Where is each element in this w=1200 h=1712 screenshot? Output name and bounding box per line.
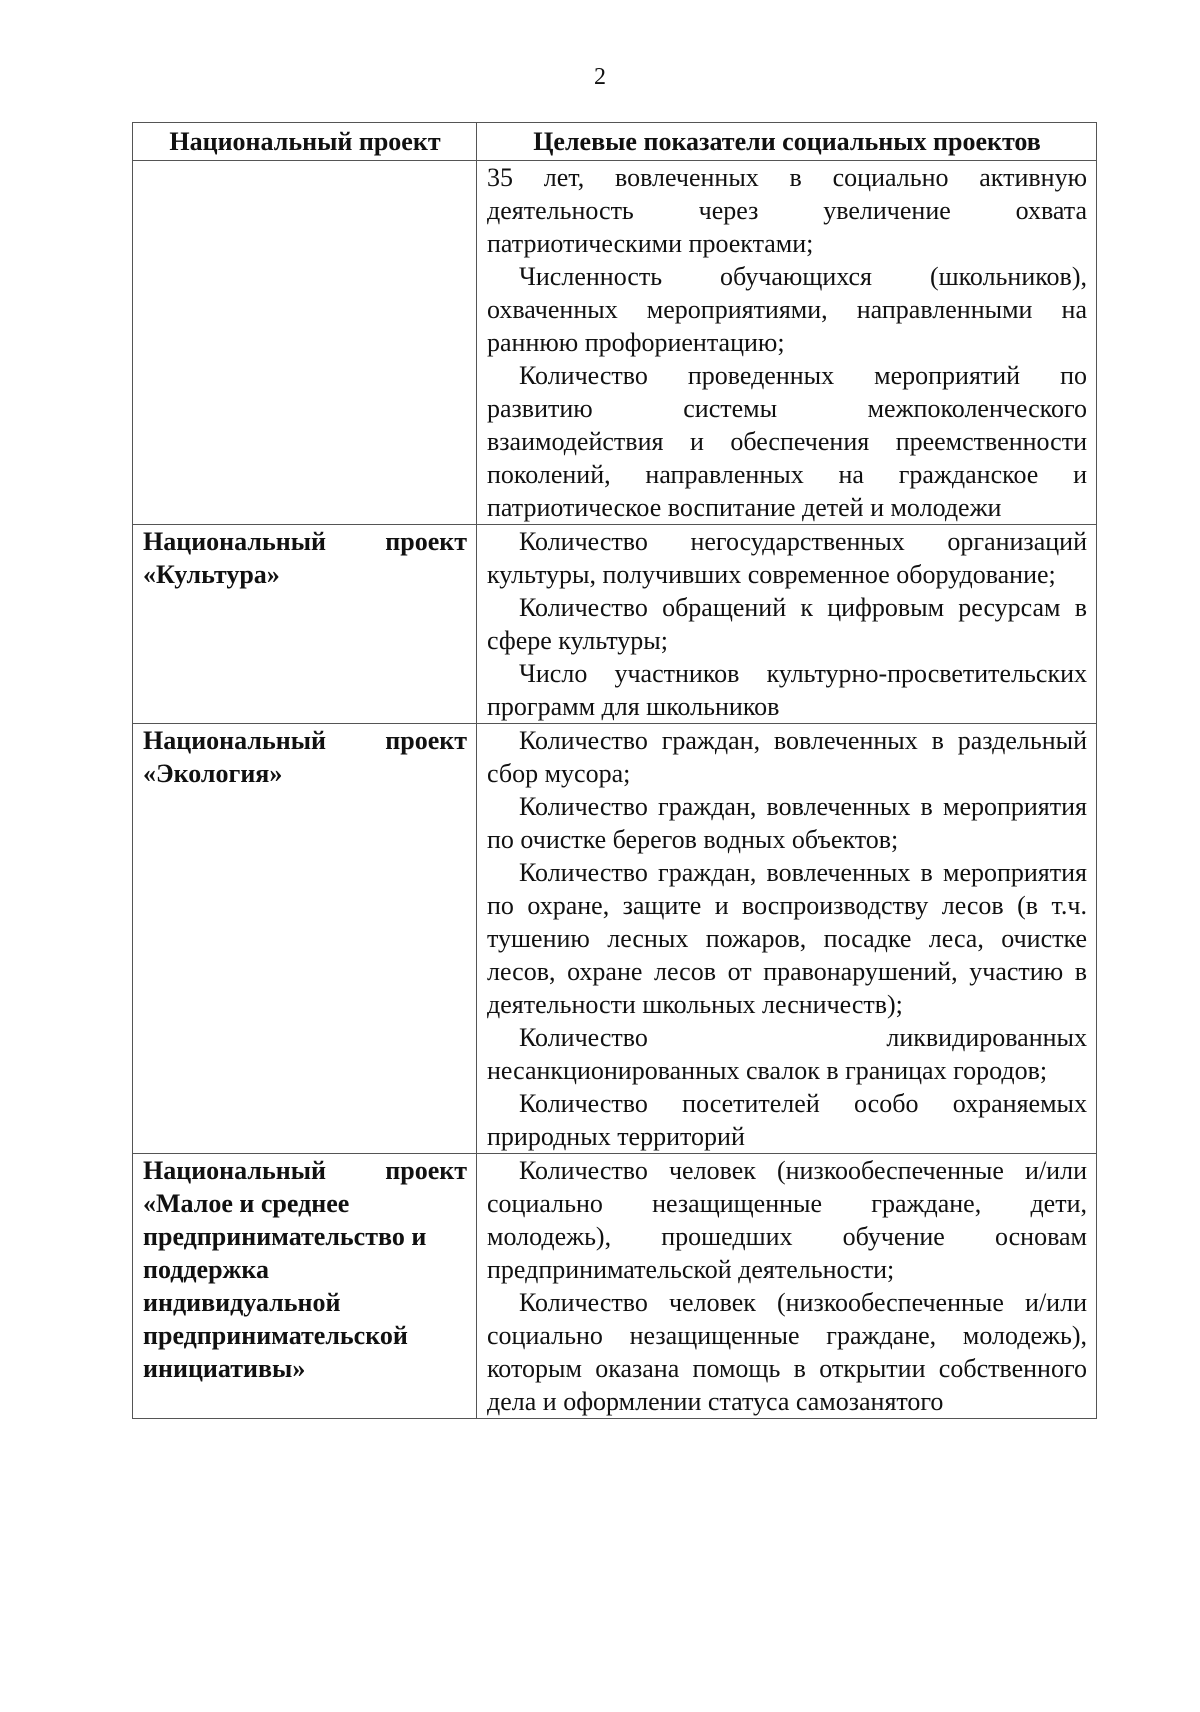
indicator-text: Количество посетителей особо охраняемых природных территорий	[487, 1089, 1087, 1151]
table-row	[133, 161, 1097, 525]
indicators-cell	[477, 1154, 1097, 1419]
project-name: «Малое и среднее предпринимательство и поддержка индивидуальной предпринимательской инициативы»	[143, 1189, 427, 1383]
project-cell	[133, 724, 477, 1154]
indicator-text: Количество человек (низкообеспеченные и/или социально незащищенные граждане, дети, молодежь), прошедших обучение основам предпринимательской деятельности;	[487, 1156, 1087, 1284]
indicator-text: Количество обращений к цифровым ресурсам в сфере культуры;	[487, 593, 1087, 655]
project-label: Национальный проект	[143, 1156, 467, 1185]
indicator-text: Количество негосударственных организаций культуры, получивших современное оборудование;	[487, 527, 1087, 589]
table-row	[133, 525, 1097, 724]
project-name: «Культура»	[143, 560, 280, 589]
indicators-cell	[477, 525, 1097, 724]
project-cell	[133, 525, 477, 724]
header-indicators: Целевые показатели социальных проектов	[477, 123, 1097, 161]
indicator-text: Число участников культурно-просветительских программ для школьников	[487, 659, 1087, 721]
indicator-text: Численность обучающихся (школьников), охваченных мероприятиями, направленными на раннюю профориентацию;	[487, 262, 1087, 357]
table-row	[133, 1154, 1097, 1419]
table-header-row	[133, 123, 1097, 161]
header-project: Национальный проект	[133, 123, 477, 161]
indicator-text: Количество граждан, вовлеченных в мероприятия по очистке берегов водных объектов;	[487, 792, 1087, 854]
project-label: Национальный проект	[143, 527, 467, 556]
project-cell	[133, 161, 477, 525]
indicators-cell	[477, 161, 1097, 525]
indicator-text: Количество граждан, вовлеченных в раздельный сбор мусора;	[487, 726, 1087, 788]
page-number: 2	[594, 64, 606, 90]
indicator-text: Количество граждан, вовлеченных в мероприятия по охране, защите и воспроизводству лесов (в т.ч. тушению лесных пожаров, посадке леса, очистке лесов, охране лесов от правонарушений, участию в деятельности школьных лесничеств);	[487, 858, 1087, 1019]
indicator-text: Количество проведенных мероприятий по развитию системы межпоколенческого взаимодействия и обеспечения преемственности поколений, направленных на гражданское и патриотическое воспитание детей и молодежи	[487, 361, 1087, 522]
national-projects-table	[132, 122, 1097, 1419]
table-row	[133, 724, 1097, 1154]
indicators-cell	[477, 724, 1097, 1154]
project-name: «Экология»	[143, 759, 283, 788]
indicator-text: 35 лет, вовлеченных в социально активную деятельность через увеличение охвата патриотическими проектами;	[487, 163, 1087, 258]
project-cell	[133, 1154, 477, 1419]
indicator-text: Количество человек (низкообеспеченные и/или социально незащищенные граждане, молодежь), которым оказана помощь в открытии собственного дела и оформлении статуса самозанятого	[487, 1288, 1087, 1416]
indicator-text: Количество ликвидированных несанкционированных свалок в границах городов;	[487, 1023, 1087, 1085]
project-label: Национальный проект	[143, 726, 467, 755]
